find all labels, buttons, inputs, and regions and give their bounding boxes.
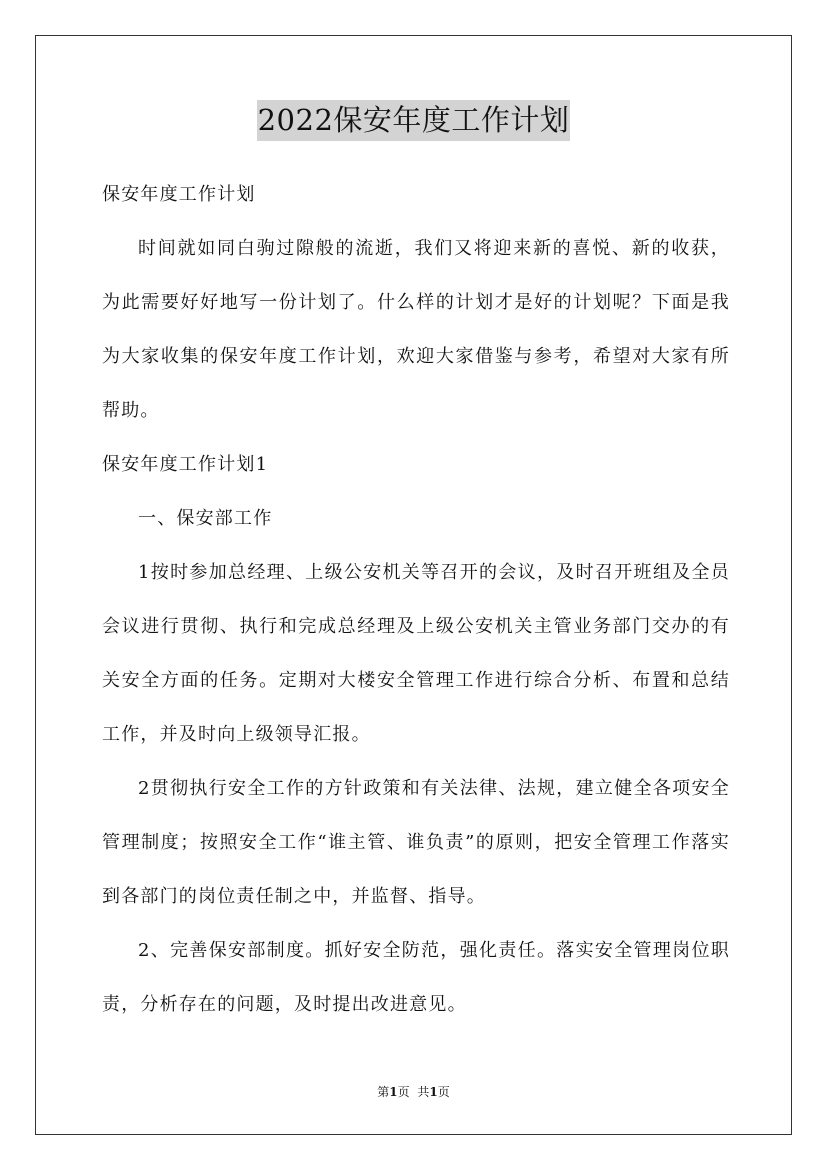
paragraph-subheading: 保安年度工作计划1 bbox=[102, 454, 269, 475]
paragraph-section-title: 一、保安部工作 bbox=[138, 508, 273, 529]
paragraph-heading: 保安年度工作计划 bbox=[102, 184, 256, 205]
paragraph-intro: 时间就如同白驹过隙般的流逝，我们又将迎来新的喜悦、新的收获，为此需要好好地写一份计划了。什么样的计划才是好的计划呢？下面是我为大家收集的保安年度工作计划，欢迎大家借鉴与参考，希望对大家有所帮助。 bbox=[102, 238, 730, 421]
total-suffix: 页 bbox=[437, 1085, 450, 1099]
page-number: 1 bbox=[389, 1085, 398, 1099]
page-footer bbox=[0, 1084, 827, 1100]
page-suffix: 页 bbox=[397, 1085, 410, 1099]
document-title: 2022保安年度工作计划 bbox=[257, 100, 571, 141]
total-prefix: 共 bbox=[417, 1085, 430, 1099]
paragraph-item-2: 2贯彻执行安全工作的方针政策和有关法律、法规，建立健全各项安全管理制度；按照安全工作“谁主管、谁负责”的原则，把安全管理工作落实到各部门的岗位责任制之中，并监督、指导。 bbox=[102, 778, 730, 907]
page-prefix: 第 bbox=[377, 1085, 390, 1099]
paragraph-item-1: 1按时参加总经理、上级公安机关等召开的会议，及时召开班组及全员会议进行贯彻、执行和完成总经理及上级公安机关主管业务部门交办的有关安全方面的任务。定期对大楼安全管理工作进行综合分析、布置和总结工作，并及时向上级领导汇报。 bbox=[102, 562, 730, 745]
total-pages: 1 bbox=[429, 1085, 438, 1099]
document-body bbox=[102, 168, 730, 1032]
paragraph-item-3: 2、完善保安部制度。抓好安全防范，强化责任。落实安全管理岗位职责，分析存在的问题，及时提出改进意见。 bbox=[102, 940, 730, 1015]
title-container bbox=[0, 100, 827, 141]
